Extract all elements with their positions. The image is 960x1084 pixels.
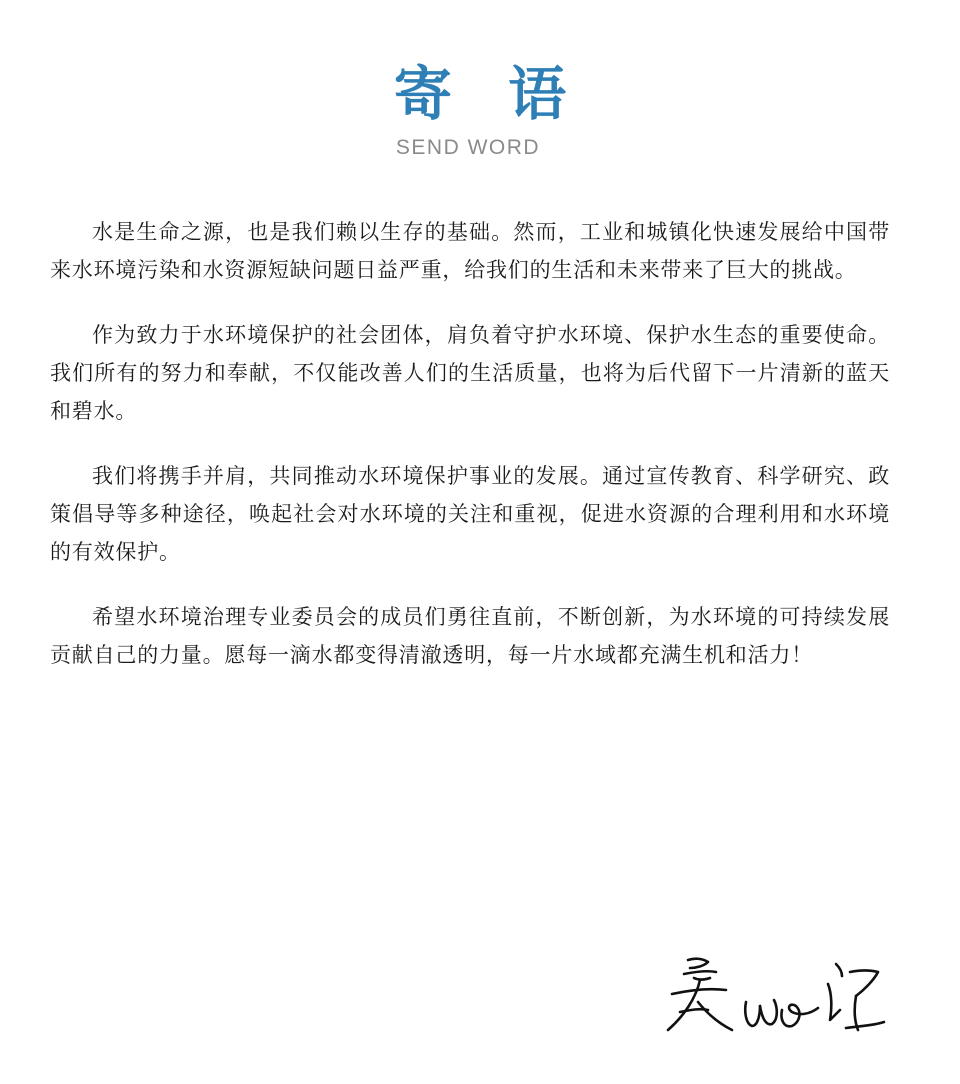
- message-body: [50, 213, 890, 701]
- paragraph-1: 水是生命之源，也是我们赖以生存的基础。然而，工业和城镇化快速发展给中国带来水环境污染和水资源短缺问题日益严重，给我们的生活和未来带来了巨大的挑战。: [50, 220, 890, 282]
- handwritten-signature: [660, 950, 890, 1045]
- paragraph-2: 作为致力于水环境保护的社会团体，肩负着守护水环境、保护水生态的重要使命。我们所有的努力和奉献，不仅能改善人们的生活质量，也将为后代留下一片清新的蓝天和碧水。: [50, 323, 890, 423]
- page-subtitle: SEND WORD: [395, 136, 541, 159]
- page-title: 寄 语: [393, 60, 585, 128]
- paragraph-3: 我们将携手并肩，共同推动水环境保护事业的发展。通过宣传教育、科学研究、政策倡导等多种途径，唤起社会对水环境的关注和重视，促进水资源的合理利用和水环境的有效保护。: [50, 464, 890, 564]
- paragraph-4: 希望水环境治理专业委员会的成员们勇往直前，不断创新，为水环境的可持续发展贡献自己的力量。愿每一滴水都变得清澈透明，每一片水域都充满生机和活力！: [50, 605, 890, 667]
